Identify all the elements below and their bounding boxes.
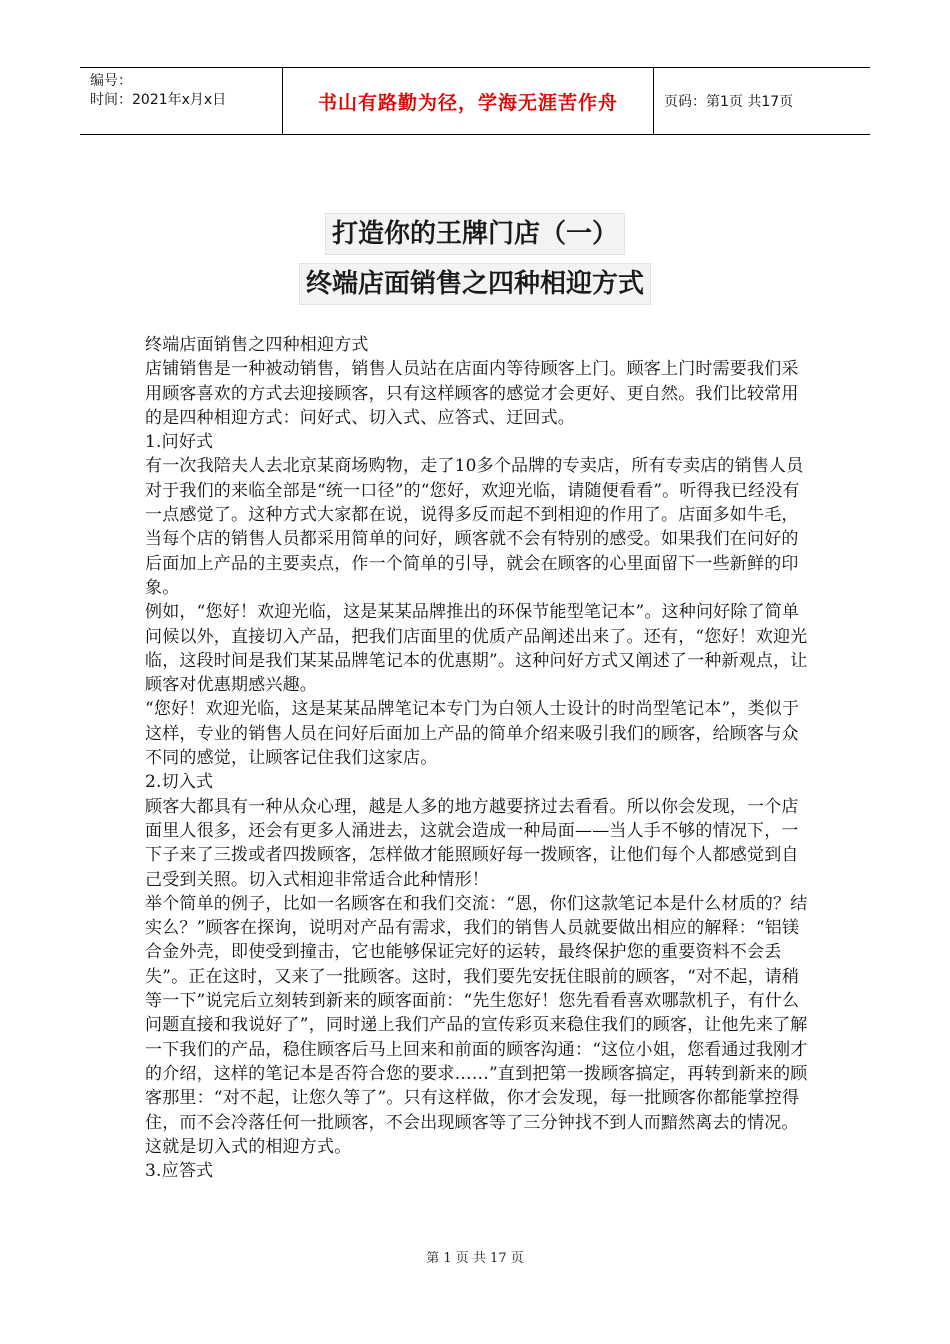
header-motto: 书山有路勤为径，学海无涯苦作舟 xyxy=(317,91,618,114)
document-number: 编号： xyxy=(90,73,132,89)
document-body xyxy=(145,333,815,1183)
document-date: 时间：2021年x月x日 xyxy=(90,92,227,108)
title-line-2 xyxy=(0,263,950,305)
page-footer: 第 1 页 共 17 页 xyxy=(426,1251,524,1266)
paragraph: 例如，“您好！欢迎光临，这是某某品牌推出的环保节能型笔记本”。这种问好除了简单问候以外，直接切入产品，把我们店面里的优质产品阐述出来了。还有，“您好！欢迎光临，这段时间是我们某某品牌笔记本的优惠期”。这种问好方式又阐述了一种新观点，让顾客对优惠期感兴趣。 xyxy=(145,602,808,696)
header-meta xyxy=(80,68,282,134)
paragraph: 终端店面销售之四种相迎方式 xyxy=(145,335,369,355)
paragraph: 顾客大都具有一种从众心理，越是人多的地方越要挤过去看看。所以你会发现，一个店面里人很多，还会有更多人涌进去，这就会造成一种局面——当人手不够的情况下，一下子来了三拨或者四拨顾客，怎样做才能照顾好每一拨顾客，让他们每个人都感觉到自己受到关照。切入式相迎非常适合此种情形！ xyxy=(145,796,799,890)
title-line-1 xyxy=(0,213,950,255)
document-subtitle: 终端店面销售之四种相迎方式 xyxy=(299,263,651,305)
header-page-info: 页码：第1页 共17页 xyxy=(664,94,794,110)
section-heading: 1.问好式 xyxy=(145,432,214,453)
paragraph: 有一次我陪夫人去北京某商场购物，走了10多个品牌的专卖店，所有专卖店的销售人员对于我们的来临全部是“统一口径”的“您好，欢迎光临，请随便看看”。听得我已经没有一点感觉了。这种方式大家都在说，说得多反而起不到相迎的作用了。店面多如牛毛，当每个店的销售人员都采用简单的问好，顾客就不会有特别的感受。如果我们在问好的后面加上产品的主要卖点，作一个简单的引导，就会在顾客的心里面留下一些新鲜的印象。 xyxy=(145,456,804,598)
document-title: 打造你的王牌门店（一） xyxy=(325,213,625,255)
paragraph: 举个简单的例子，比如一名顾客在和我们交流：“恩，你们这款笔记本是什么材质的？结实么？”顾客在探询，说明对产品有需求，我们的销售人员就要做出相应的解释：“铝镁合金外壳，即使受到撞击，它也能够保证完好的运转，最终保护您的重要资料不会丢失”。正在这时，又来了一批顾客。这时，我们要先安抚住眼前的顾客，“对不起，请稍等一下”说完后立刻转到新来的顾客面前：“先生您好！您先看看喜欢哪款机子，有什么问题直接和我说好了”，同时递上我们产品的宣传彩页来稳住我们的顾客，让他先来了解一下我们的产品，稳住顾客后马上回来和前面的顾客沟通：“这位小姐，您看通过我刚才的介绍，这样的笔记本是否符合您的要求……”直到把第一拨顾客搞定，再转到新来的顾客那里：“对不起，让您久等了”。只有这样做，你才会发现，每一批顾客你都能掌控得住，而不会冷落任何一批顾客，不会出现顾客等了三分钟找不到人而黯然离去的情况。这就是切入式的相迎方式。 xyxy=(145,893,808,1157)
paragraph: “您好！欢迎光临，这是某某品牌笔记本专门为白领人士设计的时尚型笔记本”，类似于这样，专业的销售人员在问好后面加上产品的简单介绍来吸引我们的顾客，给顾客与众不同的感觉，让顾客记住我们这家店。 xyxy=(145,699,800,769)
section-heading: 2.切入式 xyxy=(145,772,214,793)
page-header xyxy=(80,67,870,135)
section-heading: 3.应答式 xyxy=(145,1161,214,1182)
header-motto-cell xyxy=(282,68,654,134)
paragraph: 店铺销售是一种被动销售，销售人员站在店面内等待顾客上门。顾客上门时需要我们采用顾客喜欢的方式去迎接顾客，只有这样顾客的感觉才会更好、更自然。我们比较常用的是四种相迎方式：问好式、切入式、应答式、迂回式。 xyxy=(145,359,799,428)
